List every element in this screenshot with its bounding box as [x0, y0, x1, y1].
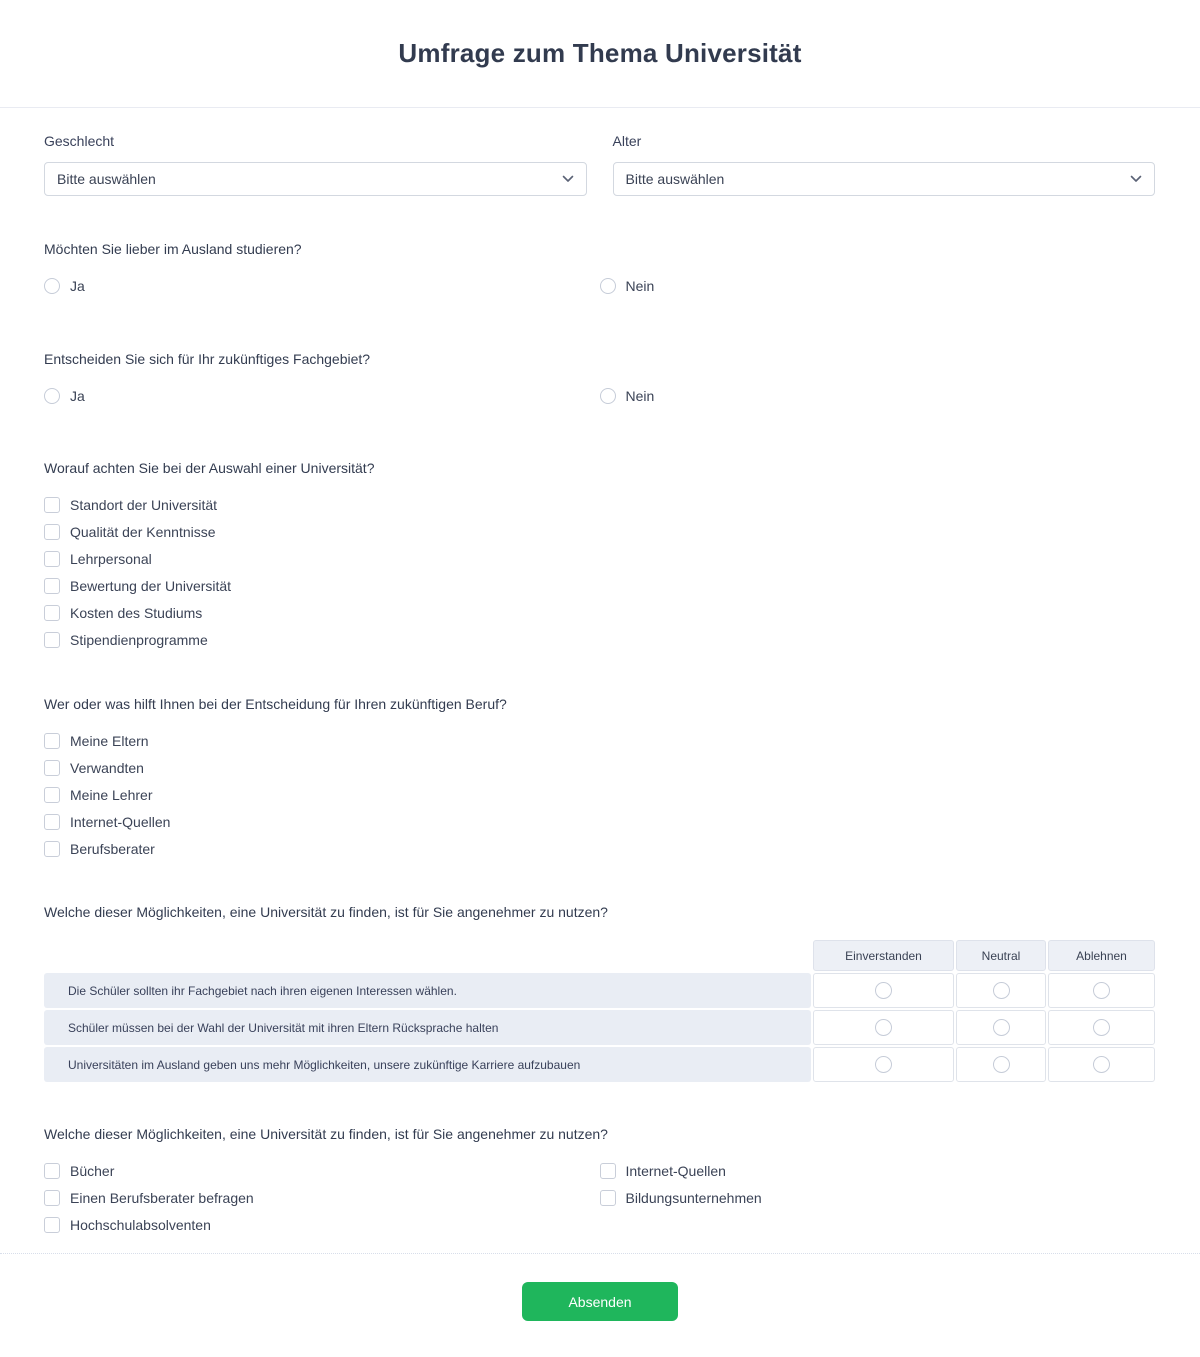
checkbox[interactable] [44, 632, 60, 648]
form-header [0, 0, 1200, 108]
question-text: Welche dieser Möglichkeiten, eine Universität zu finden, ist für Sie angenehmer zu nutzen? [44, 904, 608, 920]
form-body [0, 108, 1200, 1253]
matrix-corner-cell [44, 940, 811, 971]
gender-field [44, 133, 587, 196]
checkbox-option[interactable] [44, 786, 1155, 803]
age-select-value: Bitte auswählen [625, 171, 725, 187]
checkbox-grid [44, 1162, 1155, 1233]
checkbox-option[interactable] [600, 1189, 1156, 1206]
chevron-down-icon [1130, 175, 1142, 183]
checkbox-option[interactable] [44, 1162, 600, 1179]
radio-button[interactable] [993, 1056, 1010, 1073]
option-label: Meine Lehrer [70, 786, 153, 803]
demographics-row [44, 133, 1155, 196]
checkbox[interactable] [600, 1163, 616, 1179]
checkbox[interactable] [44, 1190, 60, 1206]
gender-select-value: Bitte auswählen [57, 171, 156, 187]
checkbox-option[interactable] [44, 1216, 600, 1233]
option-label: Hochschulabsolventen [70, 1216, 211, 1233]
option-label: Bücher [70, 1162, 115, 1179]
chevron-down-icon [562, 175, 574, 183]
matrix-radio[interactable] [956, 1047, 1046, 1082]
checkbox-grid-right [600, 1162, 1156, 1233]
radio-button[interactable] [44, 278, 60, 294]
option-label: Meine Eltern [70, 732, 149, 749]
matrix-radio[interactable] [813, 1010, 954, 1045]
question-text: Möchten Sie lieber im Ausland studieren? [44, 241, 302, 257]
radio-button[interactable] [993, 982, 1010, 999]
checkbox-option[interactable] [44, 759, 1155, 776]
checkbox-grid-left [44, 1162, 600, 1233]
option-label: Standort der Universität [70, 496, 218, 513]
checkbox[interactable] [44, 841, 60, 857]
matrix-column-header: Ablehnen [1048, 940, 1155, 971]
checkbox[interactable] [44, 605, 60, 621]
checkbox-option[interactable] [44, 550, 1155, 567]
radio-option-ja[interactable] [44, 278, 600, 294]
matrix-column-header: Neutral [956, 940, 1046, 971]
checkbox[interactable] [44, 551, 60, 567]
radio-button[interactable] [875, 1056, 892, 1073]
checkbox-option[interactable] [44, 631, 1155, 648]
option-label: Nein [625, 278, 655, 294]
option-label: Internet-Quellen [625, 1162, 726, 1179]
radio-button[interactable] [1093, 1019, 1110, 1036]
option-label: Lehrpersonal [70, 550, 152, 567]
form-footer [0, 1253, 1200, 1357]
radio-button[interactable] [993, 1019, 1010, 1036]
matrix-radio[interactable] [1048, 1047, 1155, 1082]
checkbox-list [44, 496, 1155, 648]
radio-option-nein[interactable] [600, 278, 1156, 294]
checkbox-option[interactable] [44, 523, 1155, 540]
gender-select[interactable] [44, 162, 587, 196]
option-label: Ja [70, 278, 85, 294]
radio-options-row [44, 278, 1155, 294]
matrix-radio[interactable] [1048, 1010, 1155, 1045]
option-label: Stipendienprogramme [70, 631, 208, 648]
checkbox[interactable] [44, 578, 60, 594]
checkbox-option[interactable] [44, 496, 1155, 513]
age-field [613, 133, 1156, 196]
radio-button[interactable] [1093, 982, 1110, 999]
checkbox[interactable] [600, 1190, 616, 1206]
checkbox-option[interactable] [44, 1189, 600, 1206]
matrix-table [44, 940, 1155, 1082]
page-title: Umfrage zum Thema Universität [398, 38, 802, 68]
question-matrix [44, 904, 1155, 1082]
option-label: Internet-Quellen [70, 813, 171, 830]
option-label: Qualität der Kenntnisse [70, 523, 216, 540]
option-label: Bildungsunternehmen [625, 1189, 762, 1206]
option-label: Kosten des Studiums [70, 604, 203, 621]
radio-button[interactable] [1093, 1056, 1110, 1073]
question-find-university [44, 1126, 1155, 1233]
option-label: Verwandten [70, 759, 144, 776]
matrix-radio[interactable] [956, 1010, 1046, 1045]
radio-button[interactable] [44, 388, 60, 404]
checkbox-option[interactable] [44, 813, 1155, 830]
option-label: Einen Berufsberater befragen [70, 1189, 254, 1206]
question-text: Entscheiden Sie sich für Ihr zukünftiges Fachgebiet? [44, 351, 371, 367]
question-text: Welche dieser Möglichkeiten, eine Universität zu finden, ist für Sie angenehmer zu nutzen? [44, 1126, 608, 1142]
matrix-radio[interactable] [813, 1047, 954, 1082]
submit-button[interactable]: Absenden [522, 1282, 678, 1321]
checkbox[interactable] [44, 524, 60, 540]
checkbox-option[interactable] [44, 732, 1155, 749]
checkbox[interactable] [44, 1163, 60, 1179]
gender-label: Geschlecht [44, 133, 115, 149]
checkbox[interactable] [44, 733, 60, 749]
age-select[interactable] [613, 162, 1156, 196]
checkbox[interactable] [44, 1217, 60, 1233]
matrix-row-label: Universitäten im Ausland geben uns mehr Möglichkeiten, unsere zukünftige Karriere aufzubauen [44, 1047, 811, 1082]
radio-option-ja[interactable] [44, 388, 600, 404]
option-label: Bewertung der Universität [70, 577, 232, 594]
checkbox[interactable] [44, 760, 60, 776]
checkbox-list [44, 732, 1155, 857]
matrix-radio[interactable] [1048, 973, 1155, 1008]
question-text: Wer oder was hilft Ihnen bei der Entscheidung für Ihren zukünftigen Beruf? [44, 696, 507, 712]
radio-option-nein[interactable] [600, 388, 1156, 404]
question-text: Worauf achten Sie bei der Auswahl einer Universität? [44, 460, 375, 476]
checkbox-option[interactable] [44, 840, 1155, 857]
age-label: Alter [612, 133, 642, 149]
question-study-abroad [44, 241, 1155, 294]
checkbox-option[interactable] [44, 577, 1155, 594]
checkbox[interactable] [44, 787, 60, 803]
checkbox-option[interactable] [600, 1162, 1156, 1179]
radio-button[interactable] [875, 1019, 892, 1036]
checkbox-option[interactable] [44, 604, 1155, 621]
radio-button[interactable] [600, 388, 616, 404]
checkbox[interactable] [44, 497, 60, 513]
option-label: Ja [70, 388, 85, 404]
checkbox[interactable] [44, 814, 60, 830]
matrix-column-header: Einverstanden [813, 940, 954, 971]
matrix-row-label: Die Schüler sollten ihr Fachgebiet nach ihren eigenen Interessen wählen. [44, 973, 811, 1008]
radio-options-row [44, 388, 1155, 404]
option-label: Nein [625, 388, 655, 404]
question-university-criteria [44, 460, 1155, 648]
radio-button[interactable] [875, 982, 892, 999]
option-label: Berufsberater [70, 840, 155, 857]
question-career-help [44, 696, 1155, 857]
matrix-radio[interactable] [813, 973, 954, 1008]
radio-button[interactable] [600, 278, 616, 294]
question-field-decided [44, 351, 1155, 404]
matrix-row-label: Schüler müssen bei der Wahl der Universität mit ihren Eltern Rücksprache halten [44, 1010, 811, 1045]
matrix-radio[interactable] [956, 973, 1046, 1008]
